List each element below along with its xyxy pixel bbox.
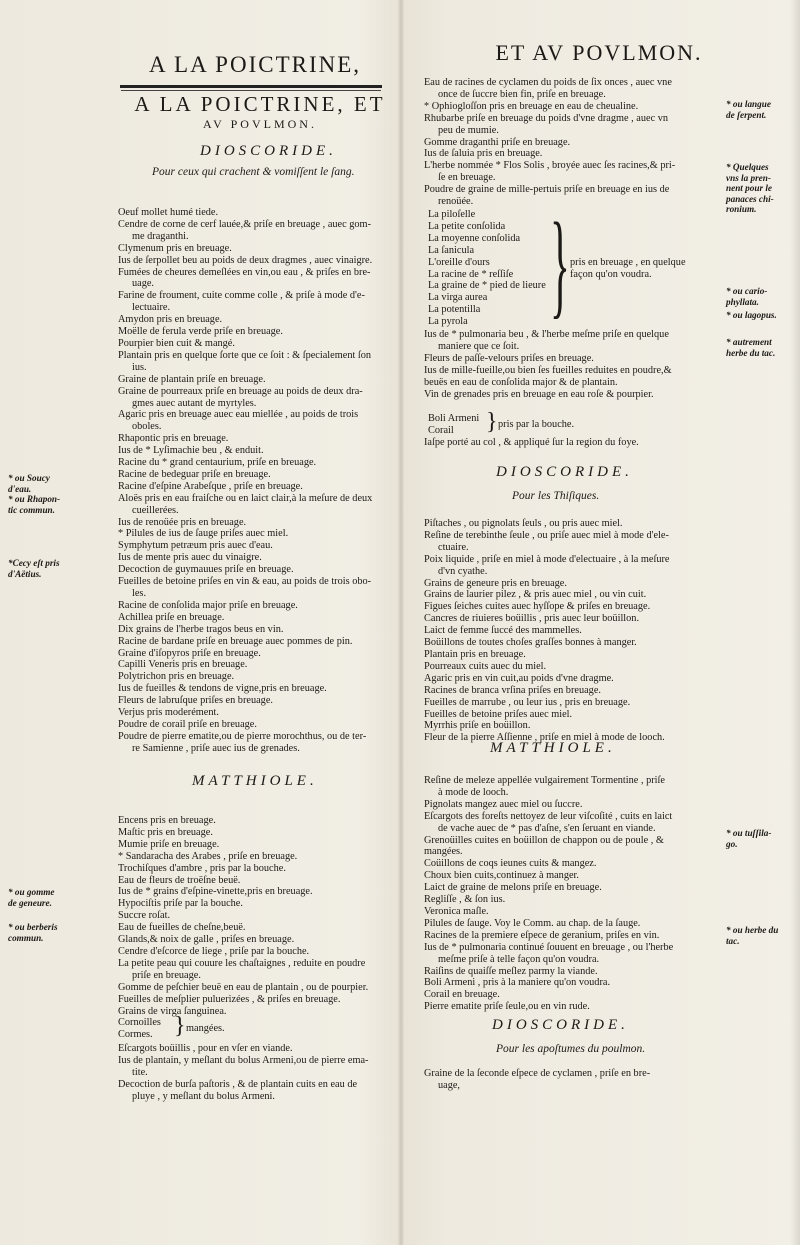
text-line: Boli Armeni , pris à la maniere qu'on voudra.	[424, 977, 611, 989]
text-line: Myrrhis priſe en boüillon.	[424, 720, 531, 732]
text-line: Coüillons de coqs ieunes cuits & mangez.	[424, 858, 597, 870]
text-line: Ius de ſerpollet beu au poids de deux dragmes , auec vinaigre.	[118, 254, 373, 266]
text-line: Ius de * grains d'eſpine-vinette,pris en breuage.	[118, 886, 313, 898]
text-line: commun.	[8, 932, 44, 943]
text-line: Achillea priſe en breuage.	[118, 611, 225, 623]
text-line: Poudre de pierre ematite,ou de pierre morochthus, ou de ter-	[118, 730, 367, 742]
text-line: La piloſelle	[428, 209, 476, 220]
text-line: Symphytum petræum pris auec d'eau.	[118, 540, 273, 552]
margin-note-quelques	[726, 162, 774, 215]
text-line: Clymenum pris en breuage.	[118, 242, 232, 254]
text-line: Choux bien cuits,continuez à manger.	[424, 870, 579, 882]
text-line: Cancres de riuieres boüillis , pris auec leur boüillon.	[424, 613, 640, 625]
right-running-head: ET AV POVLMON.	[495, 40, 703, 65]
brace-text-herbs	[570, 257, 686, 281]
text-line: meſme priſe à telle façon qu'on voudra.	[438, 953, 600, 965]
text-line: La potentilla	[428, 304, 481, 316]
text-line: Fleurs de labruſque priſes en breuage.	[118, 695, 273, 707]
text-line: La graine de * pied de lieure	[428, 280, 546, 292]
brace-symbol-large: }	[550, 198, 570, 329]
text-line: uage.	[132, 278, 155, 290]
text-line: Ius de * pulmonaria beu , & l'herbe meſme priſe en quelque	[424, 329, 669, 340]
text-line: Grenoüilles cuites en boüillon de chappon ou de poule , &	[424, 834, 664, 846]
text-line: * ou Rhapon-	[8, 494, 61, 505]
page-fold	[398, 0, 404, 1245]
text-line: La petite peau qui couure les chaſtaignes , reduite en poudre	[118, 957, 366, 969]
text-line: Plantain pris en breuage.	[424, 648, 526, 660]
margin-note-herbe-du-tac	[726, 925, 778, 946]
text-line: Verjus pris moderément.	[118, 707, 219, 719]
text-line: d'eau.	[8, 483, 32, 494]
text-line: Fueilles de meſplier puluerizées , & priſes en breuage.	[118, 993, 341, 1005]
text-line: Veronica maſle.	[424, 905, 489, 917]
iaspe-line	[424, 437, 729, 449]
text-line: de geneure.	[8, 897, 52, 908]
text-line: d'vn cyathe.	[438, 565, 488, 577]
text-line: * Ophiogloſſon pris en breuage en eau de cheualine.	[424, 100, 639, 112]
text-line: Racine de bedeguar priſe en breuage.	[118, 468, 271, 480]
text-line: *Cecy eſt pris	[8, 558, 60, 568]
text-line: Racine de conſolida major priſe en breuage.	[118, 599, 298, 611]
remedy-list-dioscoride	[118, 207, 393, 755]
text-line: tic commun.	[8, 504, 55, 515]
text-line: * ou langue	[726, 99, 771, 109]
text-line: Racine de bardane priſe en breuage auec pommes de pin.	[118, 635, 353, 647]
margin-note-tussilago	[726, 828, 771, 849]
text-line: priſe en breuage.	[132, 969, 201, 981]
brace-text-boli	[498, 419, 574, 431]
text-line: La ſanicula	[428, 244, 475, 256]
text-line: Grains de geneure pris en breuage.	[424, 577, 567, 589]
text-line: Boüillons de toutes choſes graſſes bonnes à manger.	[424, 637, 637, 649]
text-line: Rhapontic pris en breuage.	[118, 433, 229, 445]
text-line: Decoction de burſa paſtoris , & de plantain cuits en eau de	[118, 1078, 358, 1090]
text-line: herbe du tac.	[726, 347, 776, 358]
text-line: Trochiſques d'ambre , pris par la bouche.	[118, 862, 286, 874]
text-line: * ou tuſſila-	[726, 828, 772, 838]
section-title-matthiole-2: MATTHIOLE.	[490, 740, 616, 756]
text-line: Graine de pourreaux priſe en breuage au poids de deux dra-	[118, 385, 363, 397]
text-line: peu de mumie.	[438, 124, 499, 136]
remedy-list-apostumes	[424, 1068, 729, 1092]
remedy-list-matthiole-2	[424, 775, 729, 1013]
text-line: Ius de mente pris auec du vinaigre.	[118, 552, 262, 564]
text-line: Polytrichon pris en breuage.	[118, 671, 235, 683]
text-line: go.	[726, 838, 738, 849]
remedy-list-matthiole	[118, 815, 398, 1017]
brace-text	[186, 1023, 225, 1035]
text-line: * ou lagopus.	[726, 310, 777, 320]
section-title-dioscoride-2: DIOSCORIDE.	[496, 464, 633, 480]
text-line: Laict de graine de melons priſe en breuage.	[424, 882, 602, 894]
remedy-list-top	[424, 77, 729, 208]
text-line: Ius de fueilles & tendons de vigne,pris en breuage.	[118, 683, 327, 695]
text-line: Eſcargots des foreſts nettoyez de leur viſcoſité , cuits en laict	[424, 810, 673, 822]
text-line: à mode de looch.	[438, 786, 509, 798]
section-subtitle-thisiques: Pour les Thiſiques.	[512, 490, 600, 502]
text-line: Agaric pris en vin cuit,au poids d'vne dragme.	[424, 672, 614, 684]
text-line: Piſtaches , ou pignolats ſeuls , ou pris auec miel.	[424, 518, 623, 529]
text-line: Fueilles de marrube , ou leur ius , pris en breuage.	[424, 696, 631, 708]
text-line: Eau de fleurs de troëſne beuë.	[118, 874, 241, 886]
text-line: Glands,& noix de galle , priſes en breuage.	[118, 934, 295, 946]
text-line: Moëlle de ferula verde priſe en breuage.	[118, 326, 283, 338]
text-line: phyllata.	[726, 296, 759, 307]
text-line: Amydon pris en breuage.	[118, 314, 223, 326]
text-line: nent pour le	[726, 183, 772, 194]
text-line: mangées.	[424, 846, 463, 858]
margin-note-tac	[726, 337, 775, 358]
text-line: La virga aurea	[428, 292, 488, 304]
text-line: Poudre de corail priſe en breuage.	[118, 718, 257, 730]
text-line: oboles.	[132, 421, 162, 433]
text-line: re Samienne , priſe auec ius de grenades.	[132, 742, 300, 754]
chapter-heading: A LA POICTRINE, ET	[134, 92, 386, 116]
text-line: de vache auec de * pas d'aſne, s'en ſeruant en viande.	[438, 822, 656, 834]
text-line: Encens pris en breuage.	[118, 815, 216, 826]
text-line: * ou berberis	[8, 922, 58, 932]
text-line: uage,	[438, 1079, 461, 1091]
text-line: gmes auec autant de myrtyles.	[132, 397, 257, 409]
text-line: Gomme draganthi priſe en breuage.	[424, 136, 571, 148]
text-line: Figues ſeiches cuites auec hyſſope & priſes en breuage.	[424, 601, 651, 613]
text-line: Pignolats mangez auec miel ou ſuccre.	[424, 798, 583, 810]
text-line: Racines de la premiere eſpece de geranium, priſes en vin.	[424, 929, 660, 941]
text-line: Racine du * grand centaurium, priſe en breuage.	[118, 457, 317, 469]
text-line: Vin de grenades pris en breuage en eau roſe & pourpier.	[424, 388, 654, 400]
text-line: La moyenne conſolida	[428, 232, 521, 244]
text-line: L'herbe nommée * Flos Solis , broyée auec ſes racines,& pri-	[424, 160, 676, 172]
text-line: les.	[132, 588, 147, 599]
text-line: Capilli Veneris pris en breuage.	[118, 659, 248, 671]
text-line: tac.	[726, 935, 740, 946]
text-line: Poudre de graine de mille-pertuis priſe en breuage en ius de	[424, 184, 670, 196]
text-line: * ou cario-	[726, 286, 768, 296]
text-line: Gomme de peſchier beuë en eau de plantain , ou de pourpier.	[118, 981, 369, 993]
list-item: Corail	[428, 424, 454, 436]
section-title-dioscoride: DIOSCORIDE.	[200, 143, 337, 159]
list-item: façon qu'on voudra.	[570, 268, 652, 280]
list-item: pris par la bouche.	[498, 419, 575, 430]
margin-note-langue	[726, 99, 771, 120]
text-line: renoüée.	[438, 196, 474, 208]
text-line: Graine de plantain priſe en breuage.	[118, 373, 266, 385]
page-edge-shadow	[790, 0, 800, 1245]
text-line: Cendre d'eſcorce de liege , priſe par la bouche.	[118, 945, 310, 957]
text-line: Pourpier bien cuit & mangé.	[118, 337, 235, 349]
text-line: Agaric pris en breuage auec eau miellée , au poids de trois	[118, 409, 359, 421]
text-line: Mumie priſe en breuage.	[118, 838, 220, 850]
text-line: Succre roſat.	[118, 910, 171, 922]
text-line: Cendre de corne de cerf lauée,& priſe en breuage , auec gom-	[118, 218, 371, 230]
text-line: Plantain pris en quelque ſorte que ce ſoit : & ſpecialement ſon	[118, 349, 372, 361]
text-line: Graine de la ſeconde eſpece de cyclamen , priſe en bre-	[424, 1068, 651, 1079]
text-line: d'Aëtius.	[8, 568, 42, 579]
text-line: Fueilles de betoine priſes en vin & eau, au poids de trois obo-	[118, 576, 372, 588]
text-line: Ius de * Lyſimachie beu , & enduit.	[118, 445, 264, 457]
text-line: Eſcargots boüillis , pour en vſer en viande.	[118, 1043, 293, 1054]
text-line: beuës en eau de conſolida major & de plantain.	[424, 376, 618, 388]
text-line: Ius de mille-fueille,ou bien ſes fueilles reduites en poudre,&	[424, 364, 672, 376]
text-line: Rhubarbe priſe en breuage du poids d'vne dragme , auec vn	[424, 112, 669, 124]
text-line: * Sandaracha des Arabes , priſe en breuage.	[118, 850, 298, 862]
list-item: Iaſpe porté au col , & appliqué ſur la region du foye.	[424, 437, 639, 448]
text-line: Poix liquide , priſe en miel à mode d'electuaire , à la meſure	[424, 553, 670, 565]
text-line: Aloës pris en eau fraiſche ou en laict clair,à la meſure de deux	[118, 492, 373, 504]
text-line: * Quelques	[726, 162, 769, 172]
margin-note-lagopus	[726, 310, 777, 321]
text-line: vns la pren-	[726, 172, 771, 183]
text-line: Pierre ematite priſe ſeule,ou en vin rude.	[424, 1001, 590, 1013]
text-line: * ou herbe du	[726, 925, 779, 935]
text-line: Graine d'iſopyros priſe en breuage.	[118, 647, 261, 659]
heading-rule	[120, 85, 382, 88]
text-line: La petite conſolida	[428, 220, 506, 232]
text-line: maniere que ce ſoit.	[438, 340, 520, 352]
margin-note-aetius	[8, 558, 60, 579]
text-line: ius.	[132, 361, 147, 373]
section-subtitle: Pour ceux qui crachent & vomiſſent le ſang.	[152, 166, 355, 178]
text-line: once de ſuccre bien fin, priſe en breuage.	[438, 88, 606, 100]
text-line: Fleur de la pierre Aſſienne , priſe en miel à mode de looch.	[424, 732, 665, 744]
list-item: Boli Armeni	[428, 413, 480, 424]
text-line: panaces chi-	[726, 193, 774, 204]
text-line: Fleurs de paſſe-velours priſes en breuage.	[424, 352, 594, 364]
section-title-matthiole: MATTHIOLE.	[192, 773, 318, 789]
brace-symbol: }	[486, 409, 498, 435]
list-item: mangées.	[186, 1023, 225, 1034]
text-line: Ius de ſaluia pris en breuage.	[424, 148, 543, 160]
text-line: Reſine de meleze appellée vulgairement Tormentine , priſe	[424, 775, 665, 786]
brace-symbol: }	[174, 1013, 186, 1039]
list-item: pris en breuage , en quelque	[570, 257, 686, 268]
text-line: Eau de fueilles de cheſne,beuë.	[118, 922, 246, 934]
text-line: La racine de * reſſiſe	[428, 268, 514, 280]
text-line: Maſtic pris en breuage.	[118, 826, 213, 838]
text-line: Ius de * pulmonaria continué ſouuent en breuage , ou l'herbe	[424, 941, 674, 953]
text-line: Oeuf mollet humé tiede.	[118, 207, 219, 218]
text-line: Racine d'eſpine Arabeſque , priſe en breuage.	[118, 480, 303, 492]
margin-note-soucy	[8, 473, 60, 515]
left-running-head: A LA POICTRINE,	[148, 52, 362, 77]
text-line: Grains de virga ſanguinea.	[118, 1005, 227, 1017]
remedy-list-thisiques	[424, 518, 729, 744]
text-line: Ius de plantain, y meſlant du bolus Armeni,ou de pierre ema-	[118, 1054, 369, 1066]
text-line: Racines de branca vrſina priſes en breuage.	[424, 684, 601, 696]
text-line: ctuaire.	[438, 541, 469, 553]
list-item: Cormes.	[118, 1028, 153, 1040]
text-line: ronium.	[726, 204, 757, 215]
text-line: * Pilules de ius de ſauge priſes auec miel.	[118, 528, 289, 540]
text-line: Fumées de cheures demeſlées en vin,ou eau , & priſes en bre-	[118, 266, 371, 278]
remedy-list-matthiole-cont	[118, 1043, 398, 1103]
text-line: Regliſſe , & ſon ius.	[424, 894, 506, 906]
text-line: Pilules de ſauge. Voy le Comm. au chap. de la ſauge.	[424, 917, 641, 929]
text-line: Reſine de terebinthe ſeule , ou priſe auec miel à mode d'ele-	[424, 529, 669, 541]
text-line: pluye , y meſlant du bolus Armeni.	[132, 1090, 275, 1102]
text-line: Dix grains de l'herbe tragos beus en vin.	[118, 623, 284, 635]
text-line: lectuaire.	[132, 302, 171, 314]
text-line: Corail en breuage.	[424, 989, 500, 1001]
text-line: * ou gomme	[8, 887, 55, 897]
text-line: L'oreille d'ours	[428, 256, 490, 268]
text-line: Pourreaux cuits auec du miel.	[424, 660, 547, 672]
text-line: Raiſins de quaiſſe meſlez parmy la viande.	[424, 965, 598, 977]
text-line: La pyrola	[428, 316, 468, 328]
margin-note-berberis	[8, 922, 58, 943]
text-line: Eau de racines de cyclamen du poids de ſix onces , auec vne	[424, 77, 672, 88]
text-line: Laict de femme ſuccé des mammelles.	[424, 625, 582, 637]
text-line: * ou Soucy	[8, 473, 50, 483]
text-line: Grains de laurier pilez , & pris auec miel , ou vin cuit.	[424, 589, 647, 601]
text-line: de ſerpent.	[726, 109, 767, 120]
text-line: me draganthi.	[132, 230, 189, 242]
text-line: Ius de renoüée pris en breuage.	[118, 516, 247, 528]
section-title-dioscoride-3: DIOSCORIDE.	[492, 1017, 629, 1033]
text-line: Hypociſtis priſe par la bouche.	[118, 898, 243, 910]
text-line: Decoction de guymauues priſe en breuage.	[118, 564, 294, 576]
margin-note-cario	[726, 286, 767, 307]
text-line: * autrement	[726, 337, 772, 347]
margin-note-gomme	[8, 887, 54, 908]
text-line: tite.	[132, 1066, 148, 1078]
section-subtitle-apostumes: Pour les apoſtumes du poulmon.	[496, 1043, 646, 1055]
text-line: Fueilles de betoine priſes auec miel.	[424, 708, 573, 720]
text-line: ſe en breuage.	[438, 172, 496, 184]
chapter-heading-line2: AV POVLMON.	[203, 117, 317, 131]
text-line: Farine de froument, cuite comme colle , & priſe à mode d'e-	[118, 290, 365, 302]
text-line: cueillerées.	[132, 504, 179, 516]
remedy-list-after-brace	[424, 329, 729, 400]
list-item: Cornoilles	[118, 1017, 161, 1028]
